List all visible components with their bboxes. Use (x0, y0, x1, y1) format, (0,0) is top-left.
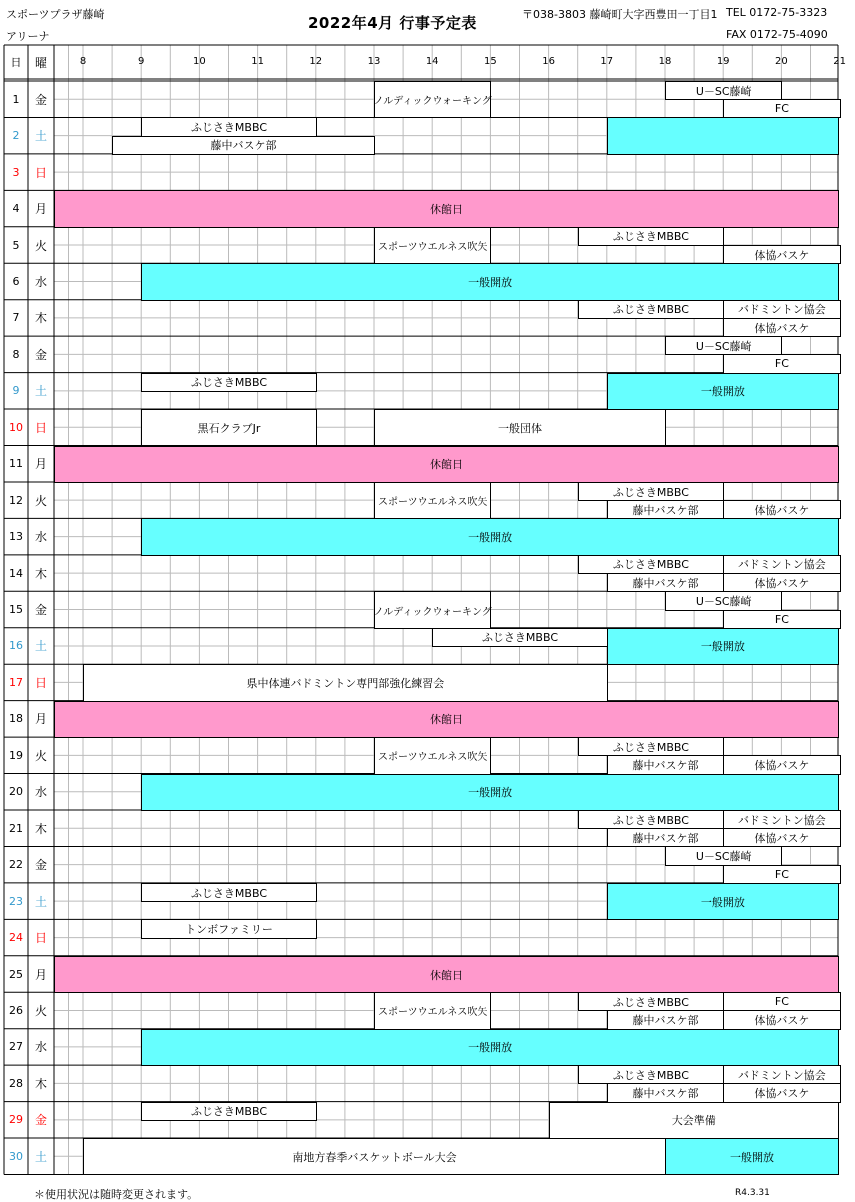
day-number: 8 (12, 347, 20, 361)
weekday-label: 木 (34, 1076, 47, 1091)
hour-label: 19 (716, 56, 730, 67)
event-block: 一般団体 (374, 409, 666, 446)
weekday-label: 土 (34, 129, 47, 144)
hour-label: 11 (251, 56, 264, 67)
event-block: バドミントン協会 (723, 810, 840, 829)
day-number: 26 (9, 1003, 23, 1017)
event-block: ノルディックウォーキング (374, 81, 491, 118)
day-column-header: 日 (10, 56, 22, 69)
event-block: ふじさきMBBC (578, 482, 725, 501)
weekday-label: 土 (34, 384, 47, 399)
public-open-block: 一般開放 (607, 883, 839, 920)
event-block: 県中体連バドミントン専門部強化練習会 (83, 664, 608, 701)
event-block: 南地方春季バスケットボール大会 (83, 1138, 666, 1175)
event-block: FC (723, 354, 840, 373)
event-block: ふじさきMBBC (141, 883, 317, 902)
event-block: FC (723, 99, 840, 118)
weekday-label: 金 (34, 603, 47, 618)
public-open-block: 一般開放 (141, 518, 839, 555)
day-number: 2 (12, 129, 20, 143)
event-block: 体協バスケ (723, 828, 840, 847)
event-block: 黒石クラブJr (141, 409, 317, 446)
footer-note: ＊使用状況は随時変更されます。 (34, 1188, 199, 1201)
hour-label: 8 (79, 56, 87, 67)
weekday-label: 月 (34, 712, 47, 727)
event-block: 大会準備 (549, 1102, 839, 1139)
hour-label: 15 (484, 56, 497, 67)
event-block: スポーツウエルネス吹矢 (374, 227, 491, 264)
day-number: 5 (12, 238, 20, 252)
event-block: ふじさきMBBC (141, 117, 317, 136)
closed-day-block: 休館日 (54, 446, 839, 483)
event-block: 体協バスケ (723, 1083, 840, 1102)
weekday-label: 日 (34, 420, 47, 435)
event-block: U－SC藤崎 (665, 846, 782, 865)
hour-label: 20 (775, 56, 788, 67)
weekday-label: 水 (34, 785, 47, 800)
weekday-label: 火 (34, 1003, 47, 1018)
event-block: 体協バスケ (723, 245, 840, 264)
day-number: 17 (9, 675, 23, 689)
event-block: FC (723, 865, 840, 884)
event-block: ふじさきMBBC (578, 1065, 725, 1084)
day-number: 11 (9, 457, 23, 471)
event-block: ふじさきMBBC (578, 227, 725, 246)
weekday-label: 日 (34, 931, 47, 946)
public-open-block: 一般開放 (141, 263, 839, 300)
weekday-column-header: 曜 (34, 55, 47, 70)
event-block: 藤中バスケ部 (607, 1010, 724, 1029)
weekday-label: 金 (34, 347, 47, 362)
day-number: 21 (9, 821, 23, 835)
day-number: 25 (9, 967, 23, 981)
event-block: 体協バスケ (723, 318, 840, 337)
public-open-block: 一般開放 (665, 1138, 839, 1175)
hour-label: 12 (309, 56, 323, 67)
event-block: U－SC藤崎 (665, 336, 782, 355)
day-number: 6 (12, 274, 20, 288)
event-block: 体協バスケ (723, 573, 840, 592)
closed-day-block: 休館日 (54, 956, 839, 993)
event-block: トンボファミリー (141, 919, 317, 938)
day-number: 23 (9, 894, 23, 908)
event-block: ふじさきMBBC (141, 1102, 317, 1121)
weekday-label: 月 (34, 967, 47, 982)
hour-label: 18 (658, 56, 672, 67)
day-number: 24 (9, 931, 23, 945)
hour-label: 9 (138, 56, 145, 67)
weekday-label: 日 (34, 675, 47, 690)
day-number: 14 (9, 566, 23, 580)
hour-label: 17 (600, 56, 614, 67)
revision-date: R4.3.31 (735, 1188, 770, 1198)
closed-day-block: 休館日 (54, 701, 839, 738)
closed-day-block: 休館日 (54, 190, 839, 227)
day-number: 12 (9, 493, 23, 507)
event-block: スポーツウエルネス吹矢 (374, 737, 491, 774)
address: 〒038-3803 藤崎町大字西豊田一丁目1 (522, 8, 718, 21)
event-block: バドミントン協会 (723, 1065, 840, 1084)
weekday-label: 土 (34, 1149, 47, 1164)
event-block: 藤中バスケ部 (607, 1083, 724, 1102)
day-number: 4 (12, 202, 20, 216)
hour-label: 16 (542, 56, 555, 67)
weekday-label: 木 (34, 566, 47, 581)
hour-label: 10 (193, 56, 206, 67)
weekday-label: 金 (34, 858, 47, 873)
hour-label: 14 (425, 56, 439, 67)
hour-label: 21 (833, 56, 846, 67)
event-block: バドミントン協会 (723, 555, 840, 574)
weekday-label: 水 (34, 530, 47, 545)
event-block: 藤中バスケ部 (607, 828, 724, 847)
day-number: 22 (9, 858, 23, 872)
event-block: スポーツウエルネス吹矢 (374, 482, 491, 519)
public-open-block (607, 117, 839, 154)
event-block: U－SC藤崎 (665, 591, 782, 610)
weekday-label: 月 (34, 202, 47, 217)
weekday-label: 月 (34, 457, 47, 472)
weekday-label: 火 (34, 748, 47, 763)
event-block: FC (723, 992, 840, 1011)
event-block: ノルディックウォーキング (374, 591, 491, 628)
hour-label: 13 (367, 56, 381, 67)
day-number: 1 (12, 92, 20, 106)
facility-name: スポーツプラザ藤崎 (6, 8, 105, 21)
fax-number: FAX 0172-75-4090 (726, 28, 828, 41)
event-block: 藤中バスケ部 (607, 573, 724, 592)
event-block: FC (723, 610, 840, 629)
day-number: 27 (9, 1040, 23, 1054)
day-number: 30 (9, 1149, 23, 1163)
public-open-block: 一般開放 (607, 373, 839, 410)
weekday-label: 木 (34, 821, 47, 836)
event-block: 藤中バスケ部 (607, 755, 724, 774)
event-block: 体協バスケ (723, 500, 840, 519)
event-block: 体協バスケ (723, 1010, 840, 1029)
day-number: 7 (12, 311, 20, 325)
event-block: ふじさきMBBC (432, 628, 608, 647)
day-number: 15 (9, 603, 23, 617)
weekday-label: 火 (34, 238, 47, 253)
event-block: スポーツウエルネス吹矢 (374, 992, 491, 1029)
weekday-label: 火 (34, 493, 47, 508)
event-block: バドミントン協会 (723, 300, 840, 319)
event-block: ふじさきMBBC (578, 555, 725, 574)
event-block: U－SC藤崎 (665, 81, 782, 100)
event-block: ふじさきMBBC (578, 992, 725, 1011)
event-block: ふじさきMBBC (141, 373, 317, 392)
day-number: 16 (9, 639, 23, 653)
weekday-label: 土 (34, 894, 47, 909)
day-number: 19 (9, 748, 23, 762)
public-open-block: 一般開放 (141, 774, 839, 811)
page-title: 2022年4月 行事予定表 (308, 14, 477, 32)
event-block: ふじさきMBBC (578, 737, 725, 756)
tel-number: TEL 0172-75-3323 (726, 6, 828, 19)
weekday-label: 水 (34, 1040, 47, 1055)
weekday-label: 水 (34, 274, 47, 289)
day-number: 3 (12, 165, 20, 179)
public-open-block: 一般開放 (607, 628, 839, 665)
day-number: 29 (9, 1113, 23, 1127)
public-open-block: 一般開放 (141, 1029, 839, 1066)
event-block: ふじさきMBBC (578, 300, 725, 319)
day-number: 9 (12, 384, 20, 398)
weekday-label: 土 (34, 639, 47, 654)
weekday-label: 金 (34, 92, 47, 107)
event-block: 藤中バスケ部 (112, 136, 375, 155)
event-block: ふじさきMBBC (578, 810, 725, 829)
day-number: 18 (9, 712, 23, 726)
day-number: 28 (9, 1076, 23, 1090)
day-number: 10 (9, 420, 23, 434)
event-block: 体協バスケ (723, 755, 840, 774)
weekday-label: 木 (34, 311, 47, 326)
day-number: 20 (9, 785, 23, 799)
weekday-label: 日 (34, 165, 47, 180)
weekday-label: 金 (34, 1113, 47, 1128)
event-block: 藤中バスケ部 (607, 500, 724, 519)
day-number: 13 (9, 530, 23, 544)
venue-name: アリーナ (6, 30, 50, 43)
